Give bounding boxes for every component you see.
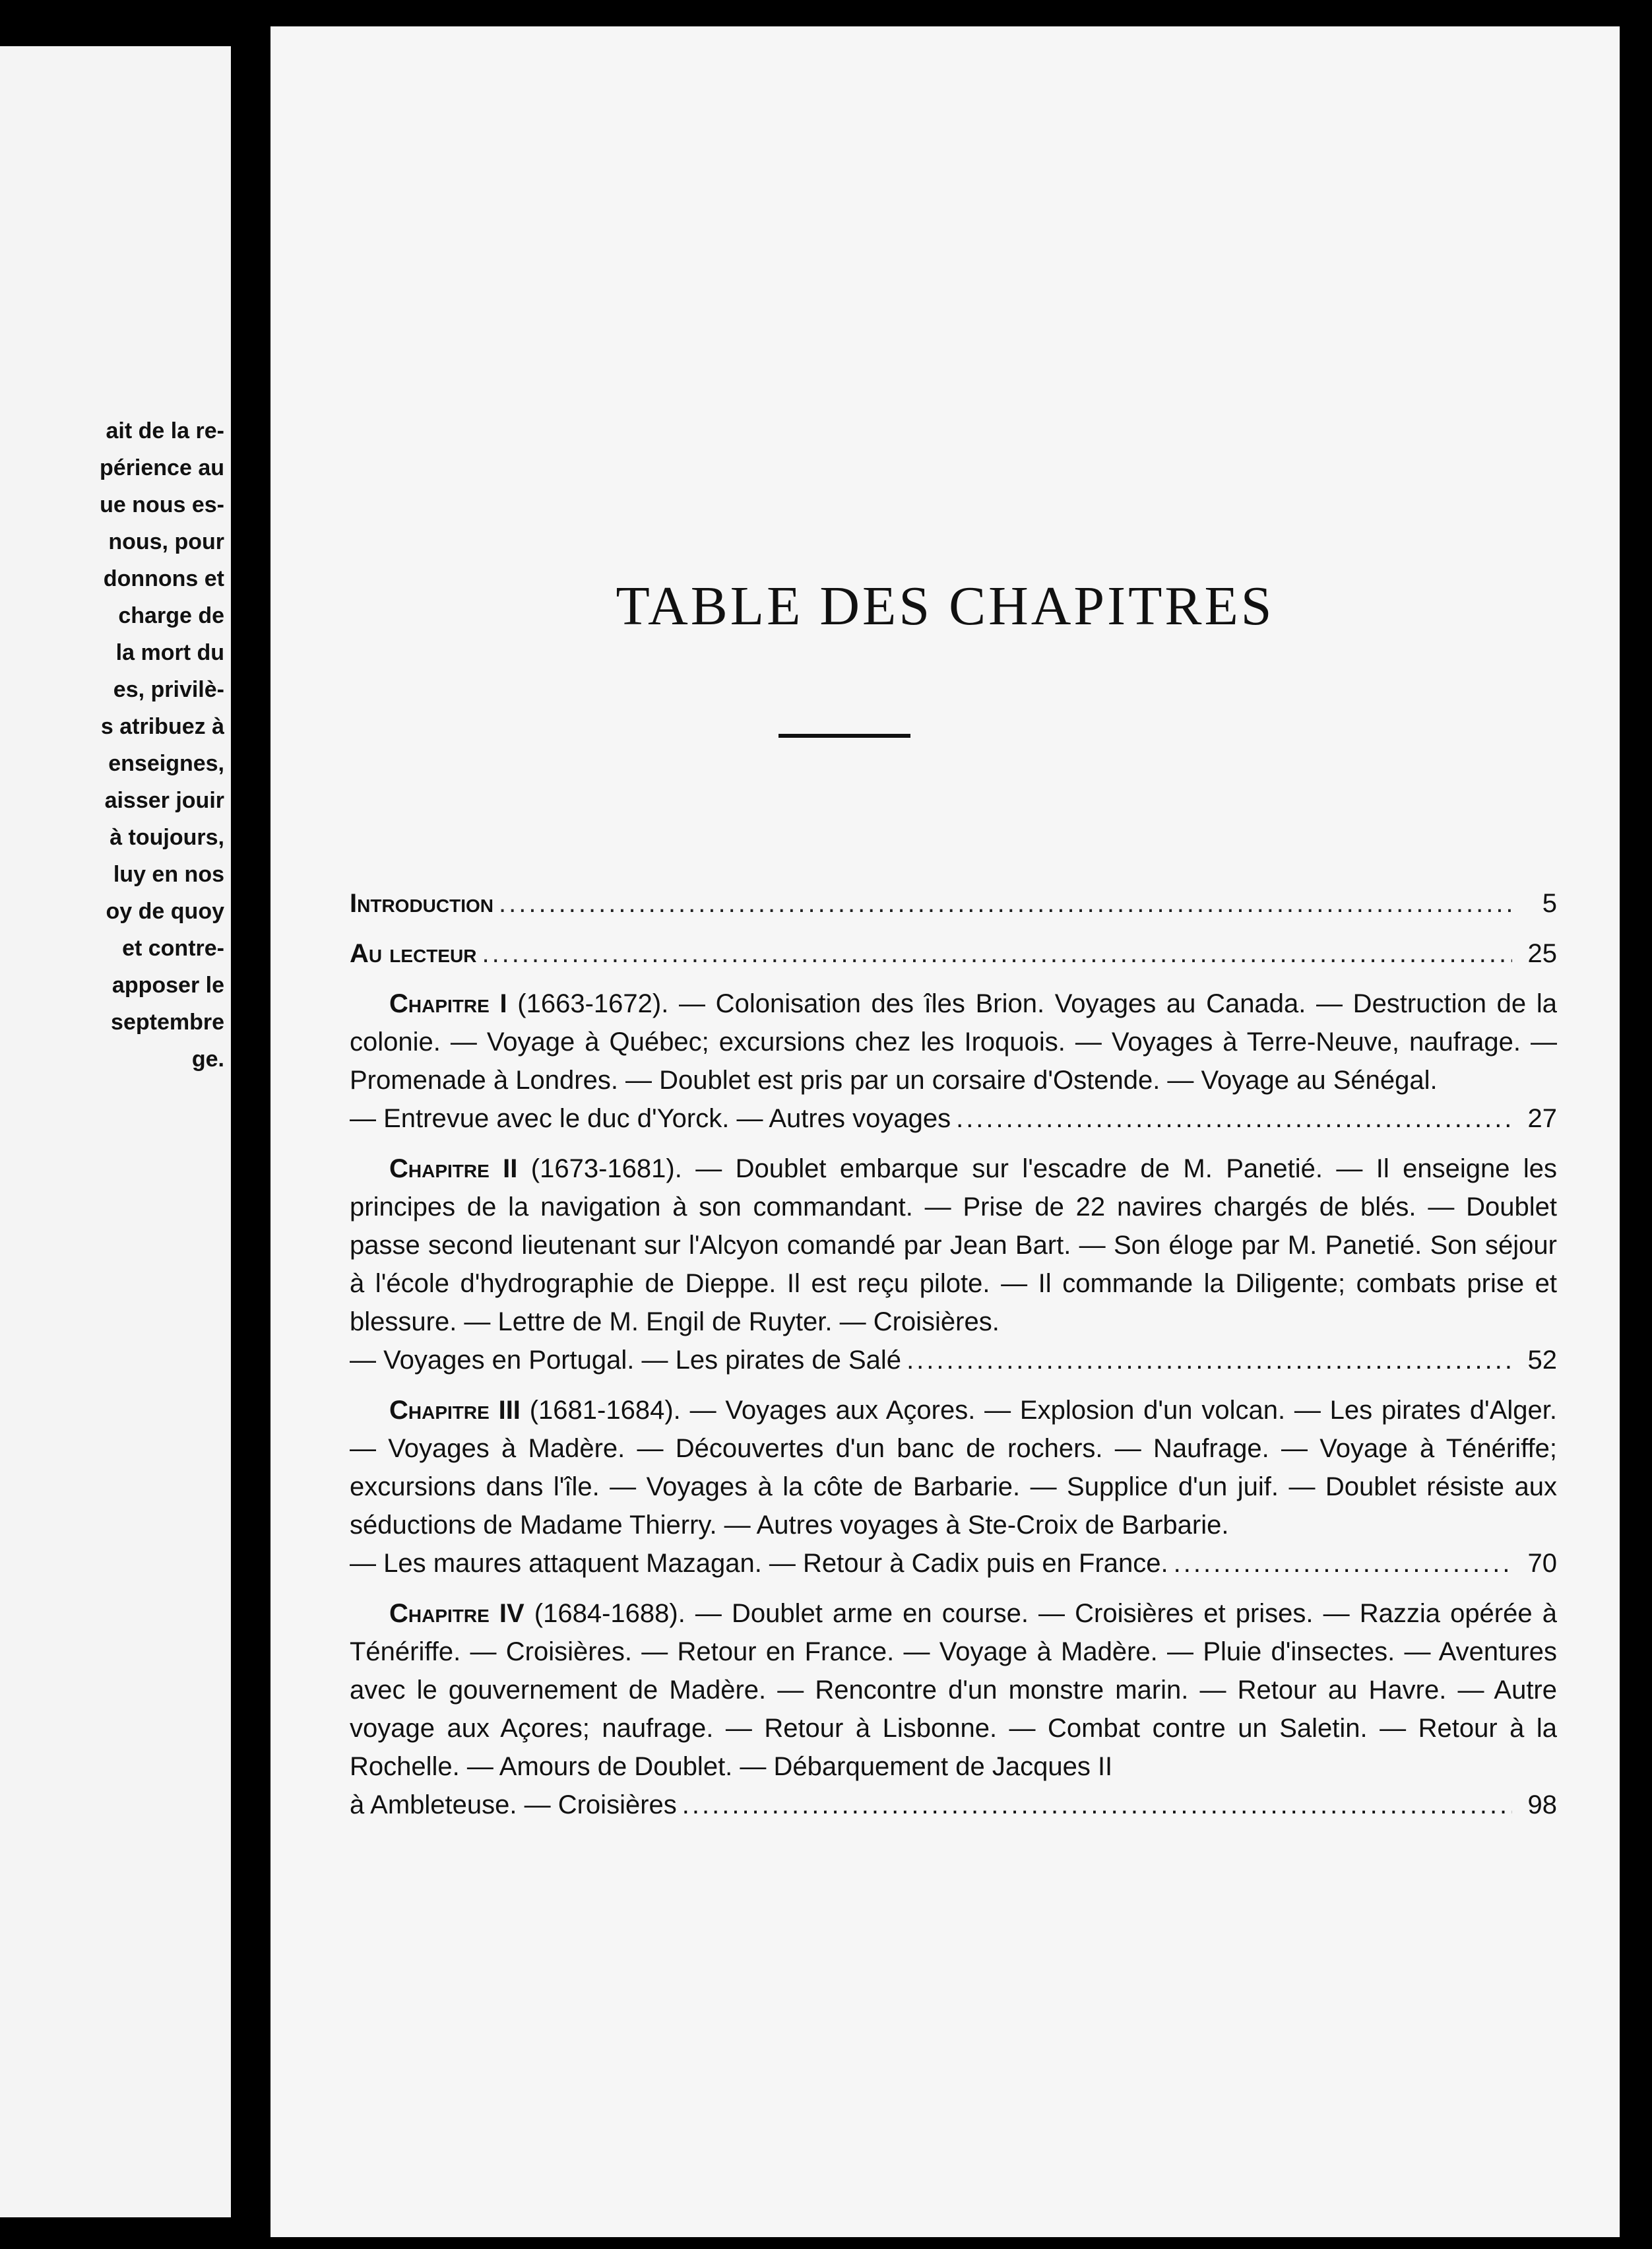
right-page: [270, 26, 1620, 2237]
chapter-body: — Doublet arme en course. — Croisières et prises. — Razzia opérée à Ténériffe. — Croisières. — Retour en France. — Voyage à Madère. — Pluie d'insectes. — Aventures avec le gouvernement de Madère. — Rencontre d'un monstre marin. — Retour au Havre. — Autre voyage aux Açores; naufrage. — Retour à Lisbonne. — Combat contre un Saletin. — Retour à la Rochelle. — Amours de Doublet. — Débarquement de Jacques II: [350, 1599, 1557, 1781]
chapter-last-text: — Voyages en Portugal. — Les pirates de Salé: [350, 1346, 902, 1375]
dot-leader: [906, 1341, 1512, 1379]
dot-leader: [1174, 1544, 1512, 1582]
left-line: septembre: [111, 1010, 224, 1035]
toc-entry-chapitre-2[interactable]: [350, 1150, 1557, 1379]
toc-entry-chapitre-4[interactable]: [350, 1594, 1557, 1824]
left-line: s atribuez à: [100, 714, 224, 739]
title-rule: [778, 734, 910, 738]
page-number: 98: [1527, 1790, 1557, 1819]
table-of-contents: [350, 884, 1557, 1836]
left-line: donnons et: [103, 566, 224, 591]
chapter-heading: Chapitre IV: [389, 1599, 524, 1628]
left-line: nous, pour: [108, 529, 224, 554]
left-line: et contre-: [122, 936, 224, 961]
page-number: 52: [1527, 1346, 1557, 1375]
chapter-dates: (1673-1681).: [530, 1154, 682, 1183]
chapter-last-line: [350, 1786, 1557, 1824]
page-number: 27: [1527, 1104, 1557, 1133]
left-line: à toujours,: [110, 825, 224, 850]
chapter-dates: (1684-1688).: [534, 1599, 685, 1628]
chapter-heading: Chapitre II: [389, 1154, 518, 1183]
chapter-heading: Chapitre I: [389, 989, 507, 1018]
chapter-last-line: [350, 1099, 1557, 1138]
dot-leader: [682, 1786, 1512, 1824]
left-line: périence au: [100, 455, 224, 480]
toc-entry-chapitre-1[interactable]: [350, 985, 1557, 1138]
chapter-summary: [350, 1594, 1557, 1786]
dot-leader: [482, 934, 1512, 973]
left-page-text: [0, 412, 224, 1078]
left-line: oy de quoy: [106, 899, 224, 924]
entry-label: Au lecteur: [350, 939, 477, 968]
left-line: aisser jouir: [104, 788, 224, 813]
left-page: [0, 46, 231, 2217]
toc-entry-au-lecteur[interactable]: [350, 934, 1557, 973]
chapter-body: — Doublet embarque sur l'escadre de M. Panetié. — Il enseigne les principes de la navigation à son commandant. — Prise de 22 navires chargés de blés. — Doublet passe second lieutenant sur l'Alcyon comandé par Jean Bart. — Son éloge par M. Panetié. Son séjour à l'école d'hydrographie de Dieppe. Il est reçu pilote. — Il commande la Diligente; combats prise et blessure. — Lettre de M. Engil de Ruyter. — Croisières.: [350, 1154, 1558, 1336]
left-line: ge.: [191, 1047, 224, 1072]
chapter-last-text: — Entrevue avec le duc d'Yorck. — Autres voyages: [350, 1104, 951, 1133]
chapter-last-text: à Ambleteuse. — Croisières: [350, 1790, 677, 1819]
chapter-heading: Chapitre III: [389, 1396, 521, 1425]
chapter-dates: (1663-1672).: [517, 989, 669, 1018]
chapter-summary: [350, 1150, 1557, 1341]
toc-entry-introduction[interactable]: [350, 884, 1557, 923]
left-line: luy en nos: [113, 862, 224, 887]
left-line: la mort du: [115, 640, 224, 665]
entry-label: Introduction: [350, 889, 493, 918]
left-line: ue nous es-: [100, 492, 224, 517]
left-line: apposer le: [111, 973, 224, 998]
left-line: es, privilè-: [113, 677, 224, 702]
dot-leader: [956, 1099, 1512, 1138]
page-title: TABLE DES CHAPITRES: [616, 575, 1275, 637]
chapter-dates: (1681-1684).: [529, 1396, 681, 1425]
chapter-body: — Colonisation des îles Brion. Voyages au Canada. — Destruction de la colonie. — Voyage à Québec; excursions chez les Iroquois. — Voyages à Terre-Neuve, naufrage. — Promenade à Londres. — Doublet est pris par un corsaire d'Ostende. — Voyage au Sénégal.: [350, 989, 1557, 1095]
chapter-last-line: [350, 1544, 1557, 1582]
page-number: 25: [1527, 939, 1557, 968]
chapter-summary: [350, 1391, 1557, 1544]
chapter-last-text: — Les maures attaquent Mazagan. — Retour à Cadix puis en France.: [350, 1549, 1168, 1578]
page-number: 5: [1542, 889, 1557, 918]
dot-leader: [499, 884, 1512, 923]
left-line: ait de la re-: [106, 418, 224, 443]
page-number: 70: [1527, 1549, 1557, 1578]
toc-entry-chapitre-3[interactable]: [350, 1391, 1557, 1582]
chapter-summary: [350, 985, 1557, 1099]
chapter-body: — Voyages aux Açores. — Explosion d'un volcan. — Les pirates d'Alger. — Voyages à Madère. — Découvertes d'un banc de rochers. — Naufrage. — Voyage à Ténériffe; excursions dans l'île. — Voyages à la côte de Barbarie. — Supplice d'un juif. — Doublet résiste aux séductions de Madame Thierry. — Autres voyages à Ste-Croix de Barbarie.: [350, 1396, 1557, 1540]
chapter-last-line: [350, 1341, 1557, 1379]
left-line: enseignes,: [108, 751, 224, 776]
left-line: charge de: [118, 603, 224, 628]
